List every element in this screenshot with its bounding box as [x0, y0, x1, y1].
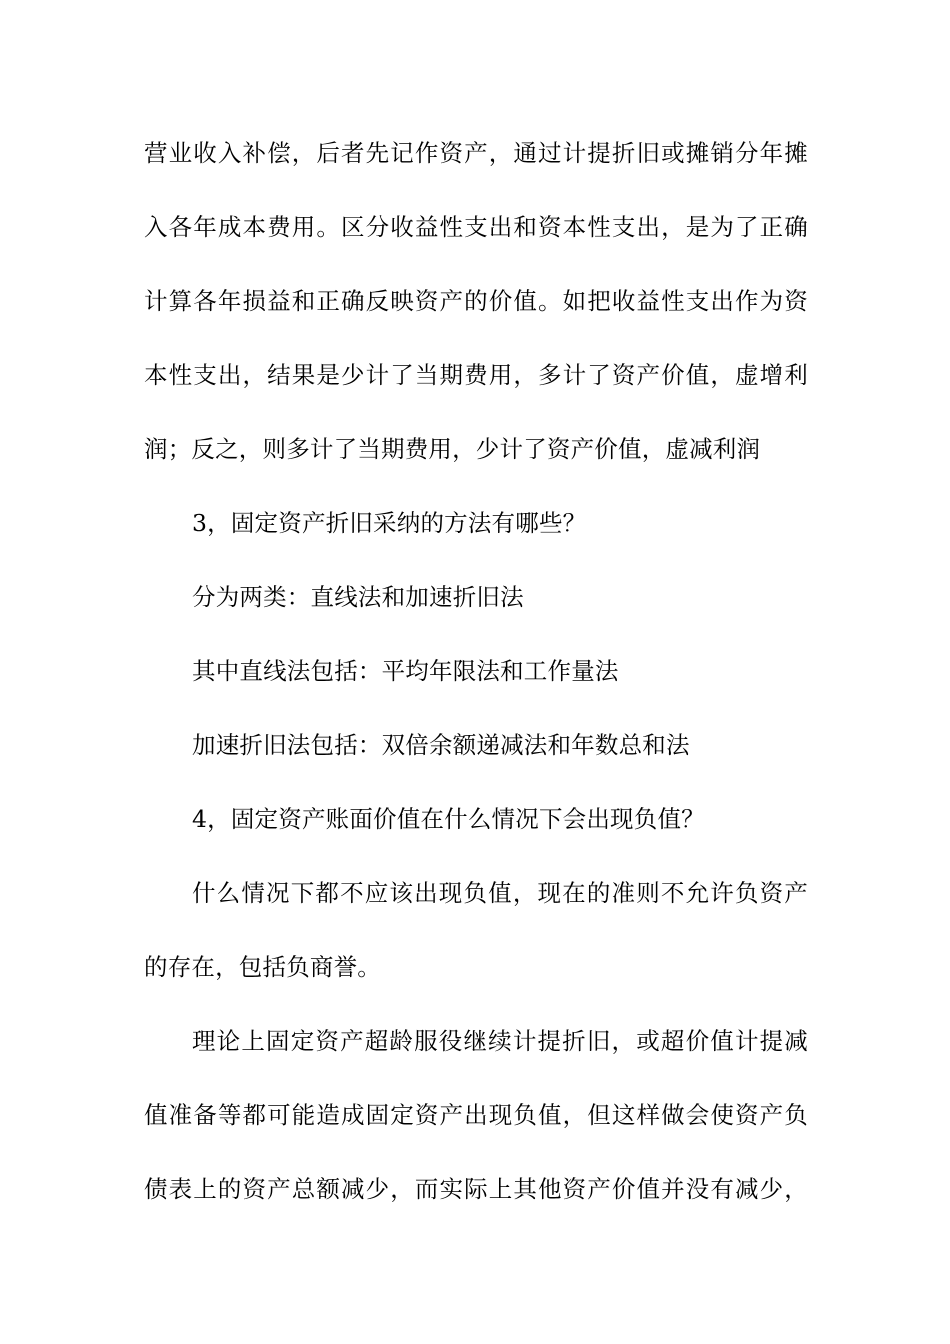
paragraph-line: 分为两类：直线法和加速折旧法 — [192, 583, 524, 611]
paragraph-line: 计算各年损益和正确反映资产的价值。如把收益性支出作为资 — [144, 287, 808, 315]
paragraph-line: 值准备等都可能造成固定资产出现负值，但这样做会使资产负 — [144, 1101, 808, 1129]
document-body — [144, 131, 808, 1241]
paragraph-line: 本性支出，结果是少计了当期费用，多计了资产价值，虚增利 — [144, 361, 808, 389]
question-heading: 3，固定资产折旧采纳的方法有哪些？ — [192, 509, 587, 537]
paragraph-line: 入各年成本费用。区分收益性支出和资本性支出，是为了正确 — [144, 213, 808, 241]
paragraph-line: 营业收入补偿，后者先记作资产，通过计提折旧或摊销分年摊 — [144, 139, 808, 167]
question-heading: 4，固定资产账面价值在什么情况下会出现负值？ — [192, 805, 705, 833]
paragraph-line: 润；反之，则多计了当期费用，少计了资产价值，虚减利润 — [144, 435, 761, 463]
paragraph-line: 其中直线法包括：平均年限法和工作量法 — [192, 657, 619, 685]
paragraph-line: 理论上固定资产超龄服役继续计提折旧，或超价值计提减 — [192, 1027, 808, 1055]
paragraph-line: 加速折旧法包括：双倍余额递减法和年数总和法 — [192, 731, 690, 759]
paragraph-line: 的存在，包括负商誉。 — [144, 953, 381, 981]
paragraph-line: 债表上的资产总额减少，而实际上其他资产价值并没有减少， — [144, 1175, 808, 1203]
paragraph-line: 什么情况下都不应该出现负值，现在的准则不允许负资产 — [192, 879, 808, 907]
